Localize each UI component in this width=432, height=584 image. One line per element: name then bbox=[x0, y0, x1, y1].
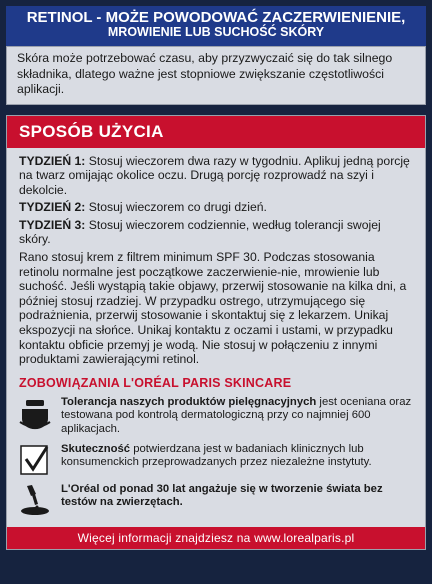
week2-text: Stosuj wieczorem co drugi dzień. bbox=[85, 200, 267, 215]
commitment-item bbox=[7, 394, 425, 441]
week3-label: TYDZIEŃ 3: bbox=[19, 217, 86, 232]
commitment-item bbox=[7, 441, 425, 481]
cream-jar-icon bbox=[17, 396, 53, 430]
commitments-heading: ZOBOWIĄZANIA L'ORÉAL PARIS SKINCARE bbox=[19, 375, 292, 390]
checkmark-icon bbox=[17, 443, 53, 477]
commitment-bold: Tolerancja naszych produktów pielęgnacyjnych bbox=[61, 395, 317, 408]
footer-link-text: Więcej informacji znajdziesz na www.lorealparis.pl bbox=[7, 527, 425, 549]
week3-paragraph bbox=[19, 218, 413, 247]
dropper-icon bbox=[17, 483, 53, 517]
warning-body: Skóra może potrzebować czasu, aby przyzwyczaić się do tak silnego składnika, dlatego ważne jest stopniowe zwiększanie częstotliwości aplikacji. bbox=[6, 46, 426, 105]
usage-body bbox=[7, 148, 425, 367]
commitment-text bbox=[61, 396, 415, 437]
warning-header bbox=[6, 6, 426, 46]
commitment-text bbox=[61, 483, 415, 510]
commitment-item bbox=[7, 481, 425, 521]
commitment-text bbox=[61, 443, 415, 470]
commitment-rest: potwierdzana jest w badaniach klinicznych lub konsumenckich przeprowadzanych przez niezależne instytuty. bbox=[61, 442, 372, 469]
week2-paragraph bbox=[19, 200, 413, 215]
week1-label: TYDZIEŃ 1: bbox=[19, 153, 86, 168]
week1-text: Stosuj wieczorem dwa razy w tygodniu. Aplikuj jedną porcję na twarz omijając okolice oczu. Drugą porcję rozprowadź na szyi i dekolcie. bbox=[19, 153, 410, 197]
warning-title-line1: RETINOL - MOŻE POWODOWAĆ ZACZERWIENIENIE, bbox=[26, 9, 406, 26]
week1-paragraph bbox=[19, 154, 413, 198]
warning-title-line2: MROWIENIE LUB SUCHOŚĆ SKÓRY bbox=[107, 25, 325, 39]
commitment-bold: L'Oréal od ponad 30 lat angażuje się w tworzenie świata bez testów na zwierzętach. bbox=[61, 482, 383, 509]
week2-label: TYDZIEŃ 2: bbox=[19, 200, 86, 215]
usage-heading: SPOSÓB UŻYCIA bbox=[7, 116, 425, 148]
usage-panel bbox=[6, 115, 426, 550]
week3-text: Stosuj wieczorem codziennie, według tolerancji swojej skóry. bbox=[19, 217, 381, 247]
commitment-bold: Skuteczność bbox=[61, 442, 131, 455]
commitment-rest: jest oceniana oraz testowana pod kontrolą dermatologiczną przy co najmniej 600 aplikacjach. bbox=[61, 395, 412, 435]
usage-advice: Rano stosuj krem z filtrem minimum SPF 30. Podczas stosowania retinolu normalne jest początkowe zaczerwienie-nie, mrowienie lub suchość. Jeśli wystąpią takie objawy, przerwij stosowanie na kilka dni, a później stosuj rzadziej. W przypadku ostrego, utrzymującego się podrażnienia, przerwij stosowanie i skontaktuj się z lekarzem. Unikaj ekspozycji na słońce. Unikaj kontaktu z oczami i ustami, w przypadku kontaktu obficie przemyj je wodą. Nie stosuj w połączeniu z innymi produktami zawierającymi retinol. bbox=[19, 250, 407, 367]
